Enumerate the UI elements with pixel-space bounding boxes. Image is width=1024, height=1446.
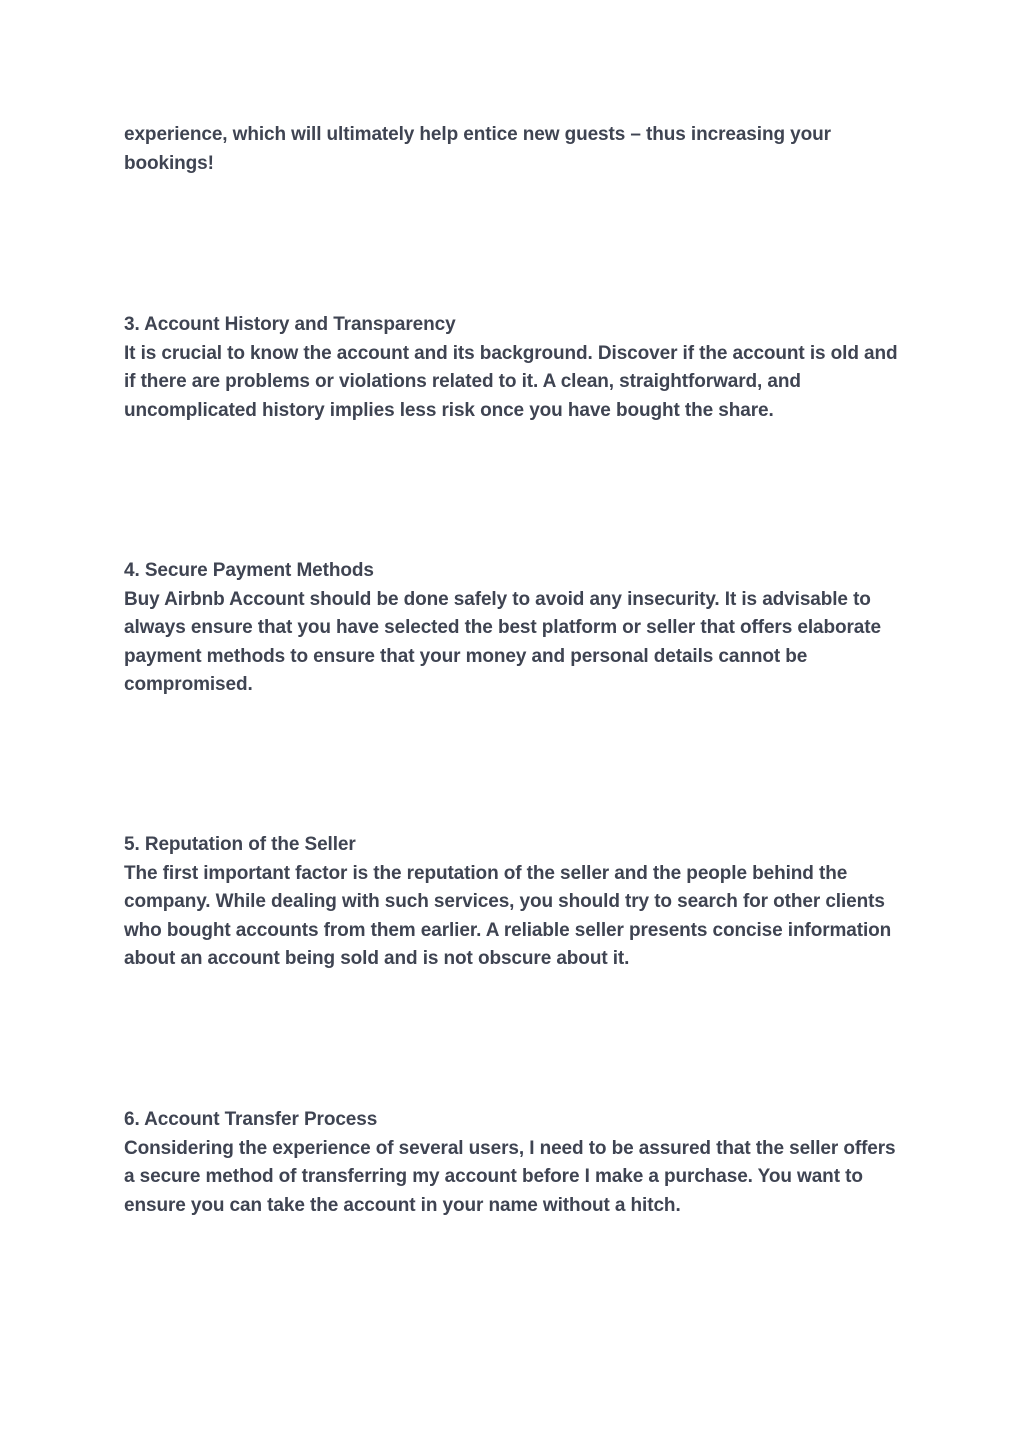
section-account-history [124,311,904,425]
section-account-transfer [124,1106,904,1220]
intro-paragraph-block [124,121,904,178]
intro-paragraph: experience, which will ultimately help entice new guests – thus increasing your bookings! [124,124,831,174]
section-seller-reputation [124,831,904,974]
section-secure-payment [124,557,904,700]
section-heading: 4. Secure Payment Methods [124,560,374,581]
section-body: Buy Airbnb Account should be done safely to avoid any insecurity. It is advisable to always ensure that you have selected the best platform or seller that offers elaborate payment methods to ensure that your money and personal details cannot be compromised. [124,588,881,695]
section-body: It is crucial to know the account and its background. Discover if the account is old and if there are problems or violations related to it. A clean, straightforward, and uncomplicated history implies less risk once you have bought the share. [124,342,898,421]
section-body: The first important factor is the reputation of the seller and the people behind the company. While dealing with such services, you should try to search for other clients who bought accounts from them earlier. A reliable seller presents concise information about an account being sold and is not obscure about it. [124,862,892,969]
section-body: Considering the experience of several users, I need to be assured that the seller offers a secure method of transferring my account before I make a purchase. You want to ensure you can take the account in your name without a hitch. [124,1137,896,1216]
section-heading: 3. Account History and Transparency [124,314,456,335]
section-heading: 5. Reputation of the Seller [124,834,356,855]
section-heading: 6. Account Transfer Process [124,1109,378,1130]
